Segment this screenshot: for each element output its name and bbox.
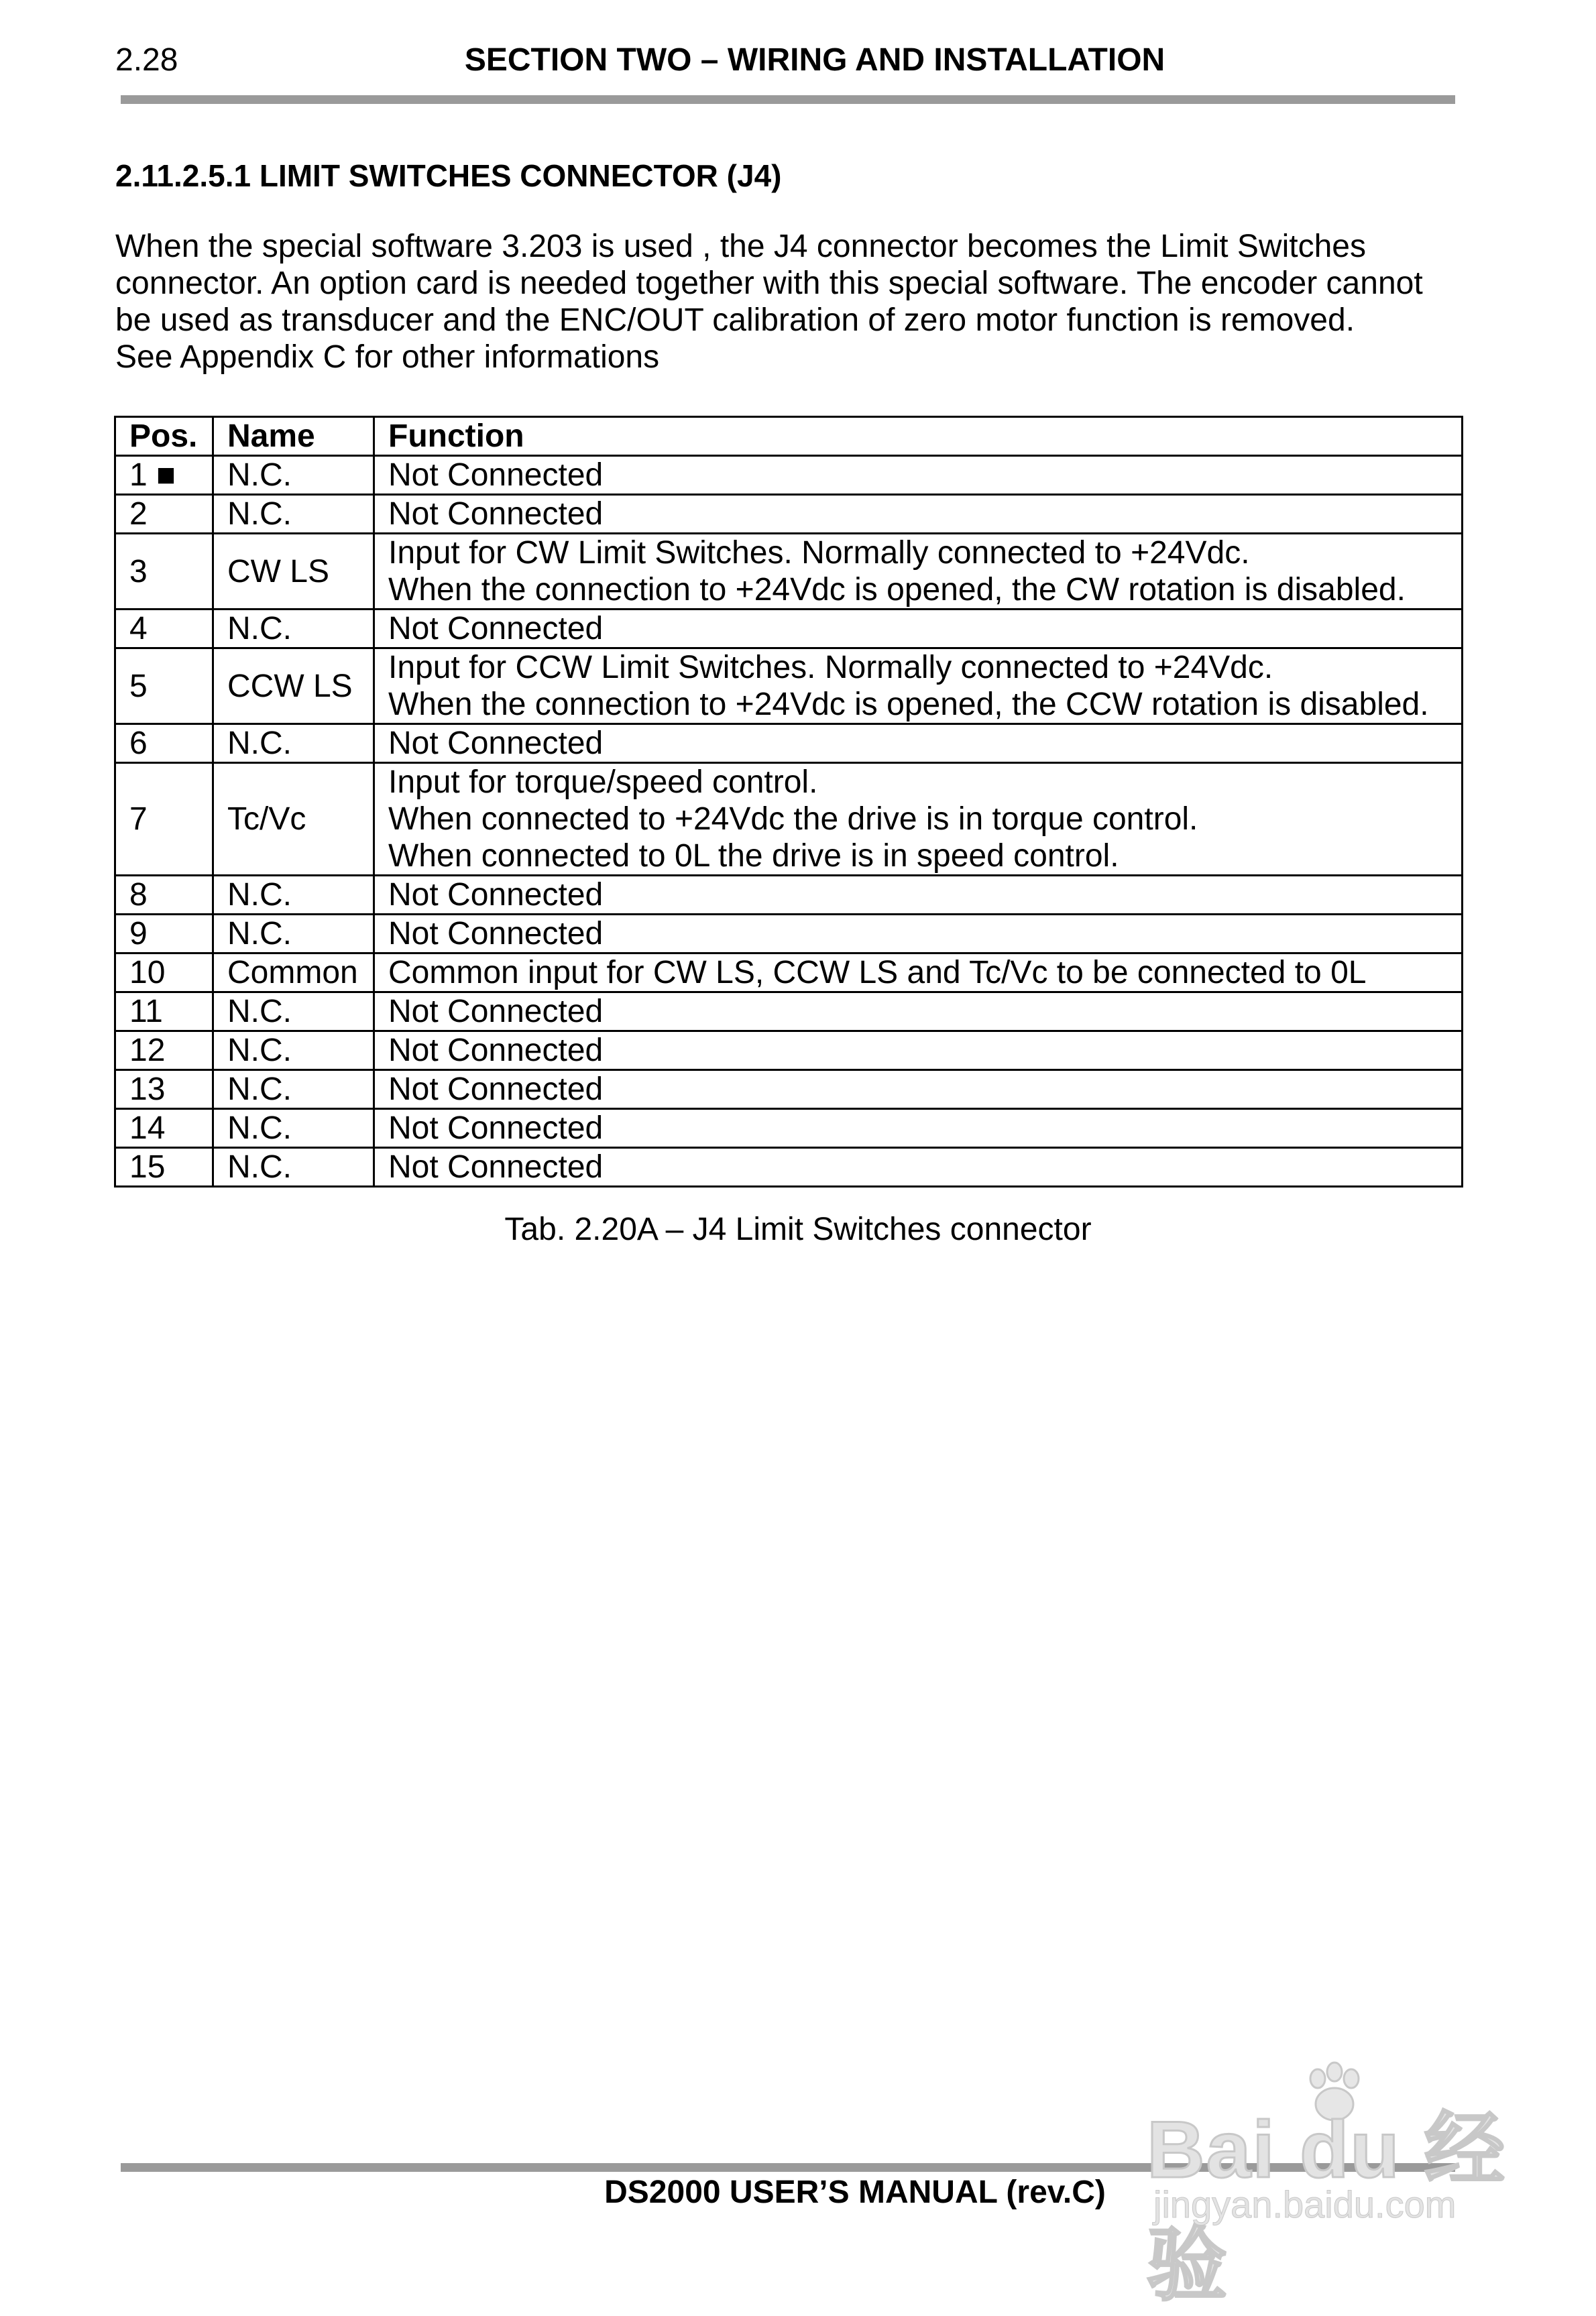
pin-function-line: When connected to 0L the drive is in speed control.: [388, 838, 1119, 874]
pin-name: N.C.: [213, 1031, 374, 1070]
pin-name: N.C.: [213, 1070, 374, 1109]
pin-name: N.C.: [213, 1109, 374, 1148]
table-row: [115, 763, 1463, 876]
pin-function-line: When the connection to +24Vdc is opened, the CCW rotation is disabled.: [388, 687, 1429, 722]
pin-function-line: Not Connected: [388, 916, 604, 951]
pin-name: N.C.: [213, 610, 374, 648]
watermark-url: jingyan.baidu.com: [1153, 2183, 1457, 2225]
pin-name: CCW LS: [213, 648, 374, 724]
pin-function: [374, 724, 1463, 763]
page-number: 2.28: [115, 42, 178, 78]
pin-function-line: Not Connected: [388, 1149, 604, 1185]
intro-line: connector. An option card is needed together with this special software. The encoder cannot: [115, 266, 1423, 301]
pin-pos: 2: [115, 495, 213, 534]
pin-function-line: Common input for CW LS, CCW LS and Tc/Vc to be connected to 0L: [388, 955, 1367, 990]
pin-name: N.C.: [213, 495, 374, 534]
pin-pos: 3: [115, 534, 213, 610]
pin-function: [374, 610, 1463, 648]
pin-function-line: Input for CCW Limit Switches. Normally connected to +24Vdc.: [388, 650, 1273, 685]
pin-name: Tc/Vc: [213, 763, 374, 876]
pin-pos: 14: [115, 1109, 213, 1148]
watermark: [1140, 2059, 1516, 2310]
table-row: [115, 953, 1463, 992]
pin-name: N.C.: [213, 456, 374, 495]
pin-name: N.C.: [213, 992, 374, 1031]
pin-function-line: Input for CW Limit Switches. Normally connected to +24Vdc.: [388, 535, 1250, 571]
pin-pos: 9: [115, 915, 213, 953]
header-name: Name: [213, 417, 374, 456]
intro-line: When the special software 3.203 is used , the J4 connector becomes the Limit Switches: [115, 229, 1366, 264]
pin-function: [374, 763, 1463, 876]
j4-pinout-table: [114, 416, 1463, 1188]
table-row: [115, 648, 1463, 724]
table-row: [115, 534, 1463, 610]
table-row: [115, 610, 1463, 648]
pin-name: N.C.: [213, 1148, 374, 1187]
pin-pos: 12: [115, 1031, 213, 1070]
table-row: [115, 724, 1463, 763]
table-row: [115, 992, 1463, 1031]
pin-name: N.C.: [213, 876, 374, 915]
pin-pos: 5: [115, 648, 213, 724]
pin-pos: 1 ■: [115, 456, 213, 495]
table-header-row: [115, 417, 1463, 456]
header-function: Function: [374, 417, 1463, 456]
pin-pos: 11: [115, 992, 213, 1031]
table-row: [115, 456, 1463, 495]
table-row: [115, 495, 1463, 534]
footer-title: DS2000 USER’S MANUAL (rev.C): [604, 2175, 1106, 2210]
pin-pos: 15: [115, 1148, 213, 1187]
intro-paragraph: [115, 228, 1470, 375]
pin-function: [374, 534, 1463, 610]
pin-name: Common: [213, 953, 374, 992]
pin-function-line: Not Connected: [388, 994, 604, 1029]
table-row: [115, 915, 1463, 953]
pin-function-line: Not Connected: [388, 1072, 604, 1107]
intro-line: be used as transducer and the ENC/OUT calibration of zero motor function is removed.: [115, 302, 1355, 338]
pin-pos: 6: [115, 724, 213, 763]
pin-function: [374, 456, 1463, 495]
pin-function-line: Not Connected: [388, 1033, 604, 1068]
pin-function: [374, 953, 1463, 992]
pin-name: CW LS: [213, 534, 374, 610]
pin-function-line: When the connection to +24Vdc is opened, the CW rotation is disabled.: [388, 572, 1406, 607]
pin-function-line: Not Connected: [388, 611, 604, 646]
pin-pos: 8: [115, 876, 213, 915]
pin-pos: 13: [115, 1070, 213, 1109]
pin-function: [374, 915, 1463, 953]
table-row: [115, 1148, 1463, 1187]
pin-function-line: Not Connected: [388, 726, 604, 761]
section-title: SECTION TWO – WIRING AND INSTALLATION: [464, 42, 1165, 78]
table-caption: Tab. 2.20A – J4 Limit Switches connector: [504, 1212, 1092, 1247]
table-row: [115, 876, 1463, 915]
table-row: [115, 1070, 1463, 1109]
table-row: [115, 1109, 1463, 1148]
pin-name: N.C.: [213, 724, 374, 763]
table-row: [115, 1031, 1463, 1070]
pin-pos: 10: [115, 953, 213, 992]
pin-function-line: Not Connected: [388, 877, 604, 913]
table-body: [115, 456, 1463, 1187]
pin-name: N.C.: [213, 915, 374, 953]
subsection-heading: 2.11.2.5.1 LIMIT SWITCHES CONNECTOR (J4): [115, 158, 782, 193]
header-pos: Pos.: [115, 417, 213, 456]
pin-function: [374, 1148, 1463, 1187]
pin-function: [374, 876, 1463, 915]
pin-function-line: When connected to +24Vdc the drive is in torque control.: [388, 801, 1198, 837]
pin-pos: 4: [115, 610, 213, 648]
pin-function: [374, 1109, 1463, 1148]
pin-function: [374, 648, 1463, 724]
watermark-brand: Bai du 经验: [1147, 2105, 1507, 2310]
pin-function-line: Not Connected: [388, 457, 604, 493]
pin-function: [374, 495, 1463, 534]
pin-pos: 7: [115, 763, 213, 876]
pin-function-line: Not Connected: [388, 1110, 604, 1146]
pin-function: [374, 1070, 1463, 1109]
pin-function-line: Not Connected: [388, 496, 604, 532]
header-divider: [121, 95, 1455, 104]
pin-function: [374, 1031, 1463, 1070]
pin-function-line: Input for torque/speed control.: [388, 764, 818, 800]
intro-line: See Appendix C for other informations: [115, 339, 660, 375]
pin-function: [374, 992, 1463, 1031]
